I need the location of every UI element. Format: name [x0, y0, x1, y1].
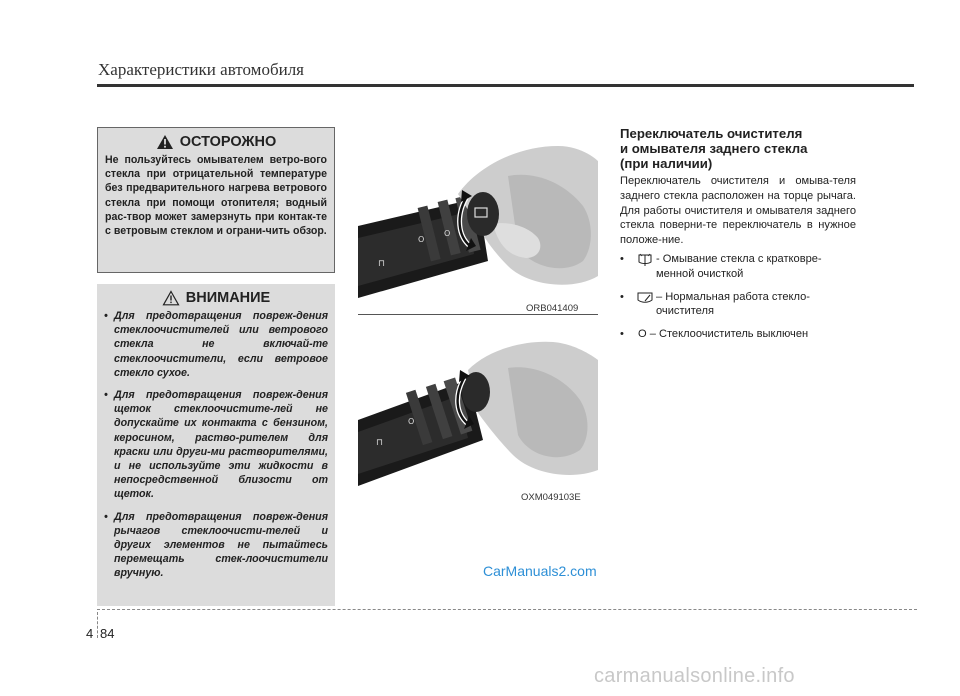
wiper-switch-illustration	[358, 320, 598, 486]
caution-item-text: Для предотвращения повреж-дения рычагов стеклоочисти-телей и других элементов не пытайтесь перемещать стек-лоочистители вручную.	[114, 510, 328, 580]
svg-text:⊓: ⊓	[376, 438, 384, 448]
page-header-title: Характеристики автомобиля	[98, 60, 304, 79]
caution-header	[104, 290, 328, 306]
svg-text:O: O	[408, 417, 415, 426]
page-number-divider	[97, 612, 98, 638]
image-code-type-d: OXM049103E	[521, 492, 581, 503]
warning-text: Не пользуйтесь омывателем ветро-вого стекла при отрицательной температуре без предварительного нагрева ветрового стекла при помощи отопителя; водный рас-твор может замерзнуть при контак-те с ветровым стеклом и ограни-чить обзор.	[105, 154, 327, 238]
page-number: 84	[100, 626, 115, 641]
caution-item: • Для предотвращения повреж-дения рычагов стеклоочисти-телей и других элементов не пытайтесь перемещать стек-лоочистители вручную.	[104, 510, 328, 580]
caution-item: • Для предотвращения повреж-дения стеклоочистителей или ветрового стекла не включай-те стеклоочистители, если ветровое стекло сухое.	[104, 310, 328, 379]
option-bullet: •	[620, 328, 624, 341]
caution-item-text: Для предотвращения повреж-дения щеток стеклоочистите-лей не допускайте их контакта с бензином, керосином, раство-рителем для краски или други-ми растворителями, и не используйте эти жидкости в непосредственной близости от щеток.	[114, 389, 328, 501]
caution-box	[97, 284, 335, 606]
section-body: Переключатель очистителя и омыва-теля заднего стекла расположен на торце рычага. Для работы очистителя и омывателя заднего стекла поверни-те переключатель в нужное положе-ние.	[620, 175, 856, 247]
svg-text:⊓: ⊓	[378, 259, 386, 269]
caution-item: • Для предотвращения повреж-дения щеток стеклоочистите-лей не допускайте их контакта с бензином, керосином, раство-рителем для краски или други-ми растворителями, и не используйте эти жидкости в непосредственной близости от щеток.	[104, 389, 328, 501]
rear-wiper-icon	[636, 291, 654, 305]
option-item	[620, 252, 856, 282]
caution-triangle-icon	[162, 290, 180, 306]
chapter-number: 4	[86, 626, 94, 641]
option-text: - Омывание стекла с кратковре-менной очисткой	[656, 252, 822, 280]
rear-washer-icon	[636, 253, 654, 267]
option-bullet: •	[620, 290, 624, 303]
rear-wiper-section	[620, 126, 856, 342]
warning-box	[97, 127, 335, 273]
option-bullet: •	[620, 252, 624, 265]
section-title-line: Переключатель очистителя	[620, 126, 803, 141]
caution-item-text: Для предотвращения повреж-дения стеклоочистителей или ветрового стекла не включай-те стеклоочистители, если ветровое стекло сухое.	[114, 310, 328, 379]
watermark-link[interactable]: CarManuals2.com	[483, 563, 597, 579]
footer-rule	[97, 609, 917, 610]
wiper-switch-photo-type-b	[358, 126, 598, 298]
image-separator	[358, 314, 598, 315]
option-item	[620, 290, 856, 320]
svg-text:O: O	[418, 235, 425, 244]
warning-triangle-icon	[156, 134, 174, 150]
option-text: – Нормальная работа стекло-очистителя	[656, 290, 810, 318]
site-watermark: carmanualsonline.info	[594, 665, 795, 687]
section-title-line: (при наличии)	[620, 156, 713, 171]
option-text: О – Стеклоочиститель выключен	[638, 328, 809, 341]
wiper-switch-photo-type-d	[358, 320, 598, 486]
warning-header	[105, 134, 327, 150]
header-rule	[97, 84, 914, 87]
wiper-switch-illustration	[358, 126, 598, 298]
svg-text:O: O	[444, 229, 451, 238]
warning-title: ОСТОРОЖНО	[179, 134, 277, 150]
section-title-line: и омывателя заднего стекла	[620, 141, 808, 156]
option-item	[620, 327, 856, 342]
image-code-type-b: ORB041409	[526, 303, 579, 314]
caution-title: ВНИМАНИЕ	[185, 290, 271, 306]
